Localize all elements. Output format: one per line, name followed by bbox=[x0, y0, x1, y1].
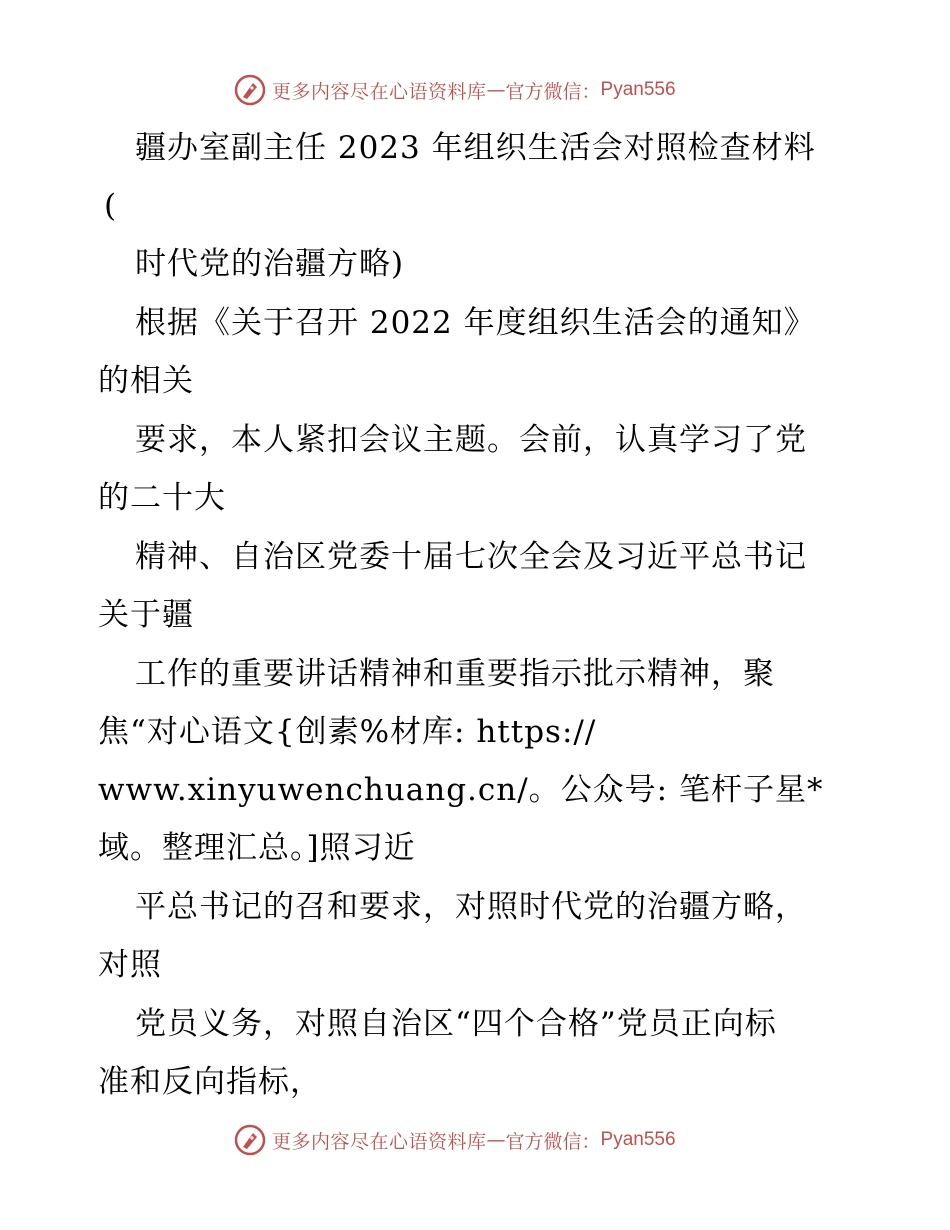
text-line: 准和反向指标， bbox=[98, 1064, 322, 1100]
text-line: 精神、自治区党委十届七次全会及习近平总书记 bbox=[135, 539, 807, 575]
text-line: 的二十大 bbox=[98, 480, 226, 516]
text-line: 关于疆 bbox=[98, 597, 194, 633]
text-line: 对照 bbox=[98, 947, 162, 983]
text-line: 平总书记的召和要求，对照时代党的治疆方略， bbox=[135, 889, 807, 925]
text-line: 工作的重要讲话精神和重要指示批示精神，聚 bbox=[135, 656, 775, 692]
banner-separator: — bbox=[486, 79, 506, 101]
pen-nib-logo-icon bbox=[234, 74, 266, 106]
text-line: 疆办室副主任 2023 年组织生活会对照检查材料 bbox=[135, 130, 816, 166]
banner-text: 更多内容尽在心语资料库 bbox=[272, 1130, 487, 1153]
text-line: ( bbox=[104, 188, 118, 224]
header-banner bbox=[234, 72, 676, 108]
text-line: 党员义务，对照自治区“四个合格”党员正向标 bbox=[135, 1006, 777, 1042]
text-line: 要求，本人紧扣会议主题。会前，认真学习了党 bbox=[135, 422, 807, 458]
text-line: 域。整理汇总。]照习近 bbox=[98, 830, 416, 866]
banner-separator: — bbox=[486, 1129, 506, 1151]
banner-handle: Pyan556 bbox=[600, 79, 676, 100]
text-line: www.xinyuwenchuang.cn/。公众号: 笔杆子星* bbox=[98, 772, 824, 808]
pen-nib-logo-icon bbox=[234, 1124, 266, 1156]
banner-text: 更多内容尽在心语资料库 bbox=[272, 80, 487, 103]
footer-banner bbox=[234, 1122, 676, 1158]
banner-handle: Pyan556 bbox=[600, 1129, 676, 1150]
text-line: 根据《关于召开 2022 年度组织生活会的通知》 bbox=[135, 305, 816, 341]
banner-label: 官方微信： bbox=[505, 1130, 601, 1153]
banner-label: 官方微信： bbox=[505, 80, 601, 103]
text-line: 时代党的治疆方略) bbox=[135, 246, 405, 282]
text-line: 焦“对心语文{创素%材库: https:// bbox=[98, 714, 597, 750]
text-line: 的相关 bbox=[98, 363, 194, 399]
